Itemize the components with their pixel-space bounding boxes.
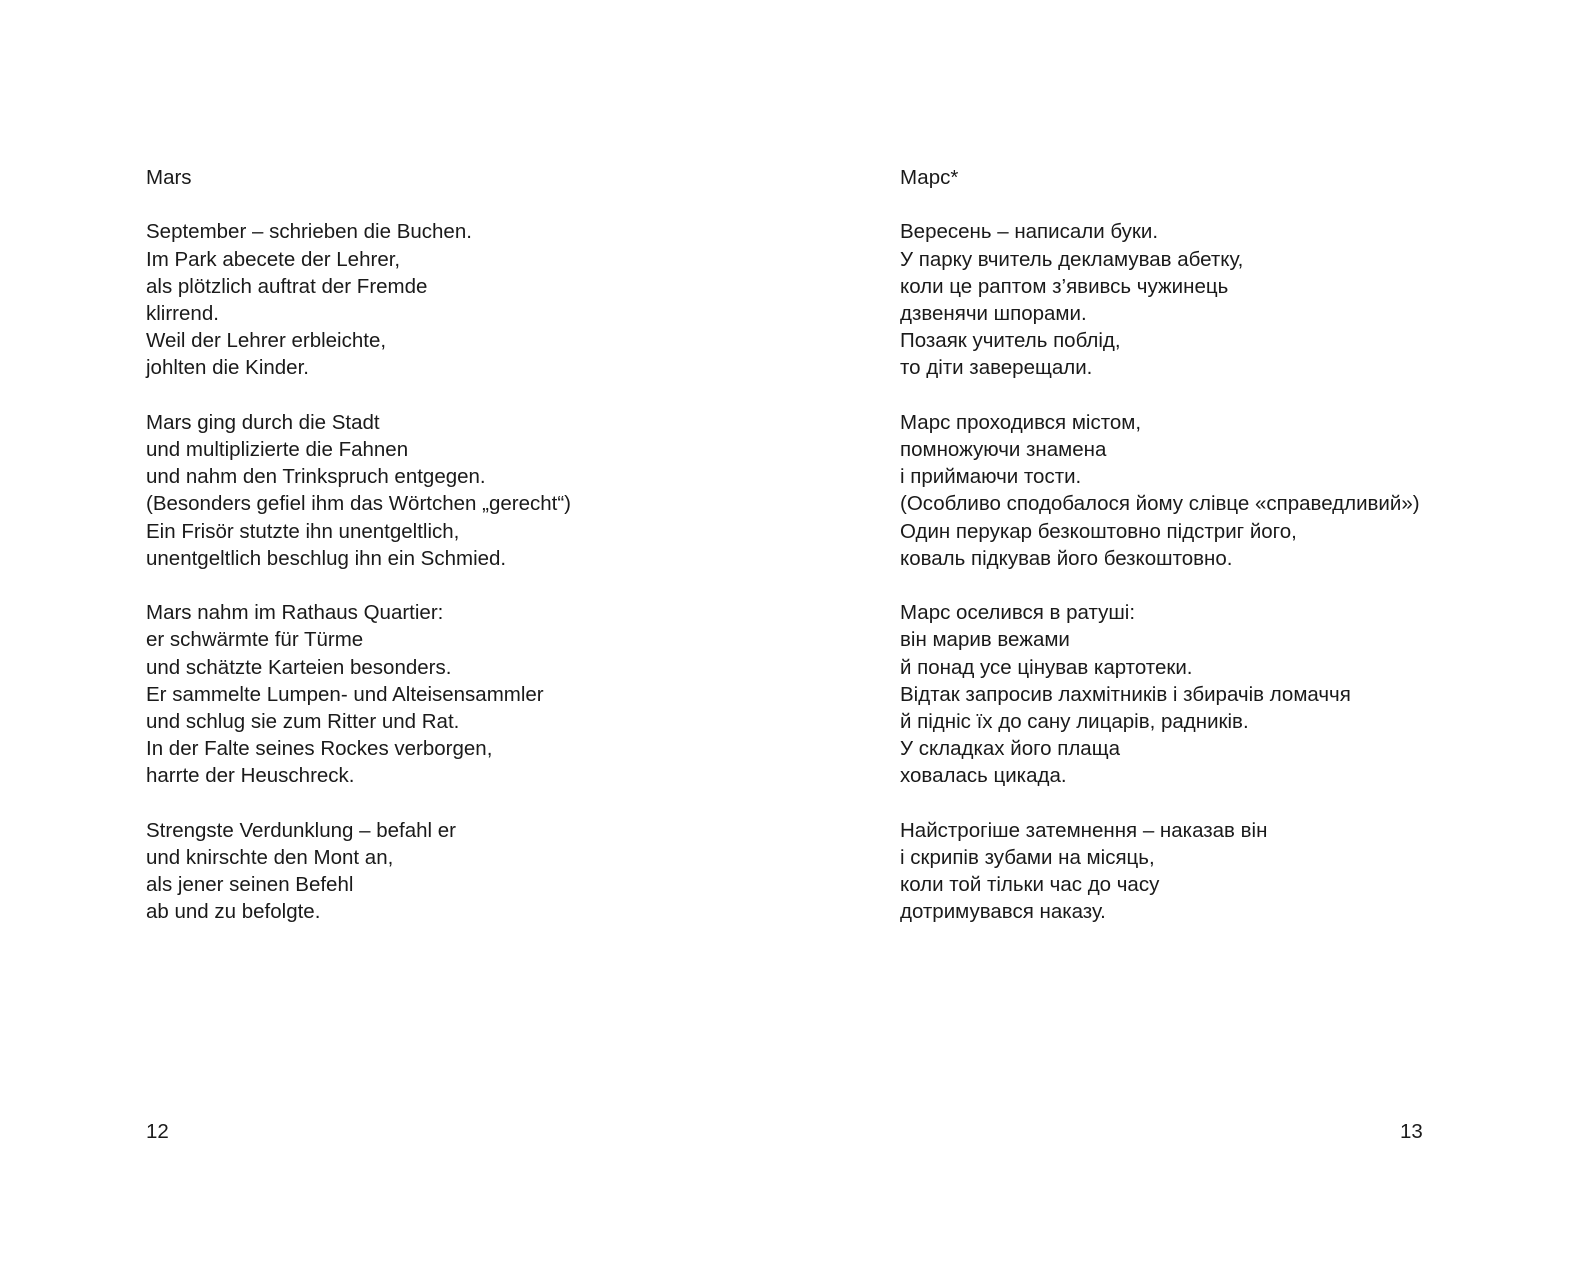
poem-line: дзвенячи шпорами. (900, 302, 1087, 325)
poem-line: коли той тільки час до часу (900, 873, 1160, 897)
poem-line: Марс проходився містом, (900, 410, 1142, 434)
poem-line: ховалась цикада. (900, 764, 1067, 788)
poem-line: September – schrieben die Buchen. (146, 220, 472, 244)
stanza (146, 817, 571, 926)
poem-line: У парку вчитель декламував абетку, (900, 247, 1244, 271)
stanza (900, 409, 1420, 572)
poem-line: In der Falte seines Rockes verborgen, (146, 737, 493, 761)
stanza (146, 599, 571, 789)
poem-line: ab und zu befolgte. (146, 900, 321, 924)
poem-line: Ein Frisör stutzte ihn unentgeltlich, (146, 519, 460, 543)
poem-line: дотримувався наказу. (900, 900, 1106, 924)
poem-line: und nahm den Trinkspruch entgegen. (146, 465, 486, 489)
german-poem (146, 164, 571, 953)
right-page (797, 0, 1594, 1287)
ukrainian-poem (900, 164, 1420, 953)
poem-title: Марс* (900, 166, 959, 189)
stanza (146, 409, 571, 572)
poem-line: Mars ging durch die Stadt (146, 410, 380, 434)
poem-line: (Особливо сподобалося йому слівце «справедливий») (900, 492, 1420, 516)
poem-line: Вересень – написали буки. (900, 220, 1159, 244)
stanza (900, 218, 1420, 381)
poem-line: er schwärmte für Türme (146, 628, 364, 652)
page-number: 13 (1400, 1120, 1423, 1143)
poem-line: Mars nahm im Rathaus Quartier: (146, 601, 444, 625)
poem-line: und schätzte Karteien besonders. (146, 655, 452, 679)
stanza (900, 599, 1420, 789)
poem-line: коваль підкував його безкоштовно. (900, 546, 1233, 570)
poem-line: klirrend. (146, 302, 219, 325)
poem-line: als plötzlich auftrat der Fremde (146, 274, 428, 298)
poem-title: Mars (146, 166, 192, 189)
poem-line: Відтак запросив лахмітників і збирачів ломаччя (900, 682, 1351, 706)
poem-line: als jener seinen Befehl (146, 873, 354, 897)
poem-line: він марив вежами (900, 628, 1070, 652)
stanza (900, 817, 1420, 926)
poem-line: harrte der Heuschreck. (146, 764, 355, 788)
poem-line: Один перукар безкоштовно підстриг його, (900, 519, 1297, 543)
poem-line: і приймаючи тости. (900, 465, 1082, 489)
poem-line: коли це раптом з’явивсь чужинець (900, 274, 1229, 298)
poem-line: johlten die Kinder. (146, 356, 309, 380)
poem-line: Найстрогіше затемнення – наказав він (900, 818, 1268, 842)
poem-line: Er sammelte Lumpen- und Alteisensammler (146, 682, 544, 706)
poem-line: У складках його плаща (900, 737, 1120, 761)
poem-line: Позаяк учитель поблід, (900, 329, 1121, 353)
poem-line: і скрипів зубами на місяць, (900, 846, 1155, 870)
poem-line: (Besonders gefiel ihm das Wörtchen „gerecht“) (146, 492, 571, 516)
poem-line: Strengste Verdunklung – befahl er (146, 818, 456, 842)
poem-line: Im Park abecete der Lehrer, (146, 247, 401, 271)
poem-line: und schlug sie zum Ritter und Rat. (146, 710, 460, 734)
poem-line: unentgeltlich beschlug ihn ein Schmied. (146, 546, 507, 570)
poem-line: und knirschte den Mont an, (146, 846, 394, 870)
poem-line: Weil der Lehrer erbleichte, (146, 329, 387, 353)
poem-line: und multiplizierte die Fahnen (146, 438, 409, 461)
poem-line: й понад усе цінував картотеки. (900, 655, 1193, 679)
poem-line: помножуючи знамена (900, 438, 1107, 461)
poem-line: й підніс їх до сану лицарів, радників. (900, 710, 1249, 734)
poem-line: то діти заверещали. (900, 356, 1093, 380)
stanza (146, 218, 571, 381)
page-number: 12 (146, 1120, 169, 1143)
poem-line: Марс оселився в ратуші: (900, 601, 1136, 625)
